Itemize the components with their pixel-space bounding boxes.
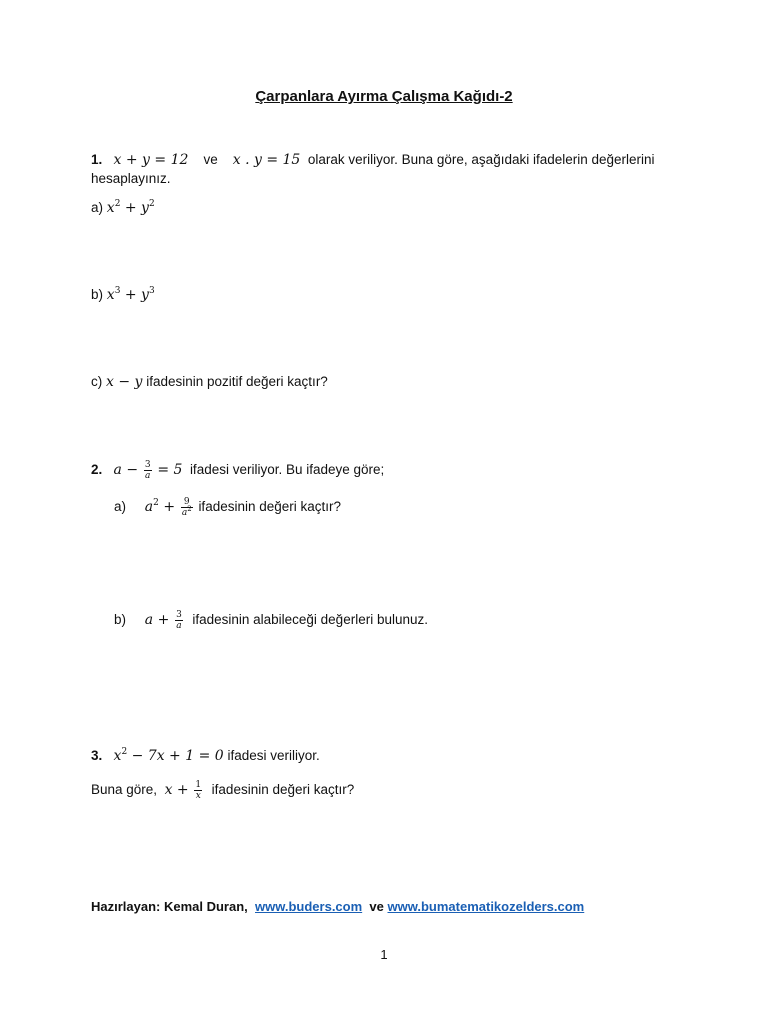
q1-c-label: c) <box>91 374 103 389</box>
q2-frac-den: a <box>145 471 151 481</box>
q2-b-label: b) <box>114 612 127 628</box>
footer-prefix: Hazırlayan: Kemal Duran, <box>91 899 248 914</box>
q2-a-fraction <box>181 497 193 518</box>
buders-link[interactable]: www.buders.com <box>255 899 363 914</box>
q3-number: 3. <box>91 748 103 763</box>
q2-b-text: ifadesinin alabileceği değerleri bulunuz. <box>192 612 428 628</box>
q1-c-text: ifadesinin pozitif değeri kaçtır? <box>146 374 328 389</box>
q1-part-a <box>91 199 155 217</box>
q2-a-frac-num: 9 <box>181 497 193 508</box>
page-title: Çarpanlara Ayırma Çalışma Kağıdı-2 <box>255 88 513 105</box>
q1-part-b <box>91 286 155 304</box>
q2-a-frac-den: $a^2$ <box>181 505 192 518</box>
q2-a-label: a) <box>114 499 127 515</box>
q3-expr2: x + <box>164 782 189 799</box>
q2-frac-num: 3 <box>144 460 151 470</box>
q1-a-label: a) <box>91 200 104 215</box>
q2-a-expr: $a^2$ + <box>144 498 176 516</box>
q2-a-text: ifadesinin değeri kaçtır? <box>198 499 342 515</box>
q2-b-frac-num: 3 <box>176 610 182 620</box>
q2-line1 <box>91 460 384 481</box>
q1-eq2: x . y = 15 <box>232 152 301 168</box>
q1-eq1: x + y = 12 <box>113 152 189 168</box>
q2-part-b <box>114 610 428 631</box>
q3-line2-text: ifadesinin değeri kaçtır? <box>211 782 355 798</box>
q1-a-expr: $x^2 + y^2$ <box>106 199 155 216</box>
q1-line2: hesaplayınız. <box>91 171 171 186</box>
q2-text: ifadesi veriliyor. Bu ifadeye göre; <box>189 462 385 478</box>
q2-expr-pre: a − <box>113 462 139 479</box>
q3-frac-den: x <box>195 791 201 801</box>
q2-fraction <box>144 460 152 481</box>
q2-b-frac-den: a <box>176 621 182 631</box>
footer-connector: ve <box>369 899 384 914</box>
q1-line1 <box>91 151 655 169</box>
q3-line2 <box>91 780 354 801</box>
q1-c-expr: x − y <box>106 374 143 390</box>
page-number: 1 <box>380 947 388 962</box>
q2-number: 2. <box>91 462 103 478</box>
q2-expr-post: = 5 <box>157 462 183 479</box>
q1-number: 1. <box>91 152 103 167</box>
q1-part-c <box>91 373 328 391</box>
q1-b-expr: $x^3 + y^3$ <box>106 286 155 303</box>
q1-text-line1: olarak veriliyor. Buna göre, aşağıdaki ifadelerin değerlerini <box>307 152 655 167</box>
q3-line2-pre: Buna göre, <box>91 782 158 798</box>
q3-fraction <box>194 780 202 801</box>
q2-b-fraction <box>175 610 183 631</box>
footer-credits <box>91 899 584 914</box>
q3-line1 <box>91 747 320 765</box>
q3-frac-num: 1 <box>195 780 202 790</box>
q1-connector: ve <box>203 152 218 167</box>
q3-text: ifadesi veriliyor. <box>227 748 320 763</box>
q3-expr: $x^2 - 7x + 1 = 0$ <box>113 747 224 764</box>
q2-b-expr: a + <box>144 612 170 629</box>
q1-b-label: b) <box>91 287 104 302</box>
q2-part-a <box>114 497 341 518</box>
bumatematikozelders-link[interactable]: www.bumatematikozelders.com <box>387 899 585 914</box>
